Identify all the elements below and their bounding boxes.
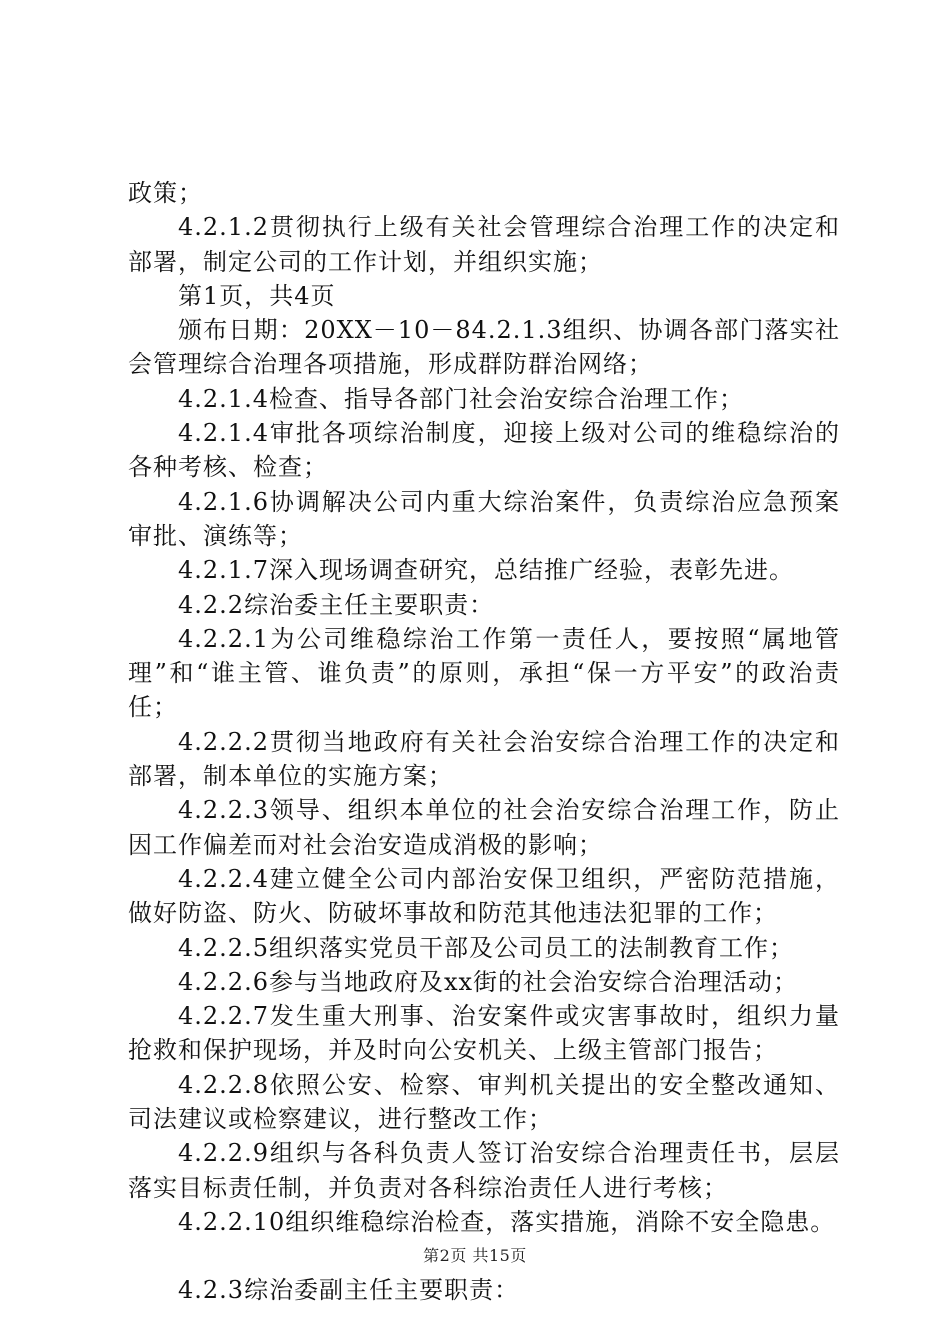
paragraph: 4.2.1.6协调解决公司内重大综治案件，负责综治应急预案审批、演练等； (128, 487, 840, 550)
paragraph: 4.2.2.3领导、组织本单位的社会治安综合治理工作，防止因工作偏差而对社会治安造成消极的影响； (128, 796, 840, 859)
paragraph: 4.2.1.7深入现场调查研究，总结推广经验，表彰先进。 (178, 556, 794, 585)
paragraph: 4.2.1.4审批各项综治制度，迎接上级对公司的维稳综治的各种考核、检查； (128, 419, 840, 482)
paragraph: 4.2.2.9组织与各科负责人签订治安综合治理责任书，层层落实目标责任制，并负责对各科综治责任人进行考核； (128, 1139, 840, 1202)
paragraph: 4.2.2综治委主任主要职责： (178, 590, 495, 619)
page-footer: 第2页 共15页 (423, 1246, 527, 1265)
paragraph: 4.2.2.1为公司维稳综治工作第一责任人，要按照“属地管理”和“谁主管、谁负责”的原则，承担“保一方平安”的政治责任； (128, 624, 840, 722)
paragraph: 4.2.2.2贯彻当地政府有关社会治安综合治理工作的决定和部署，制本单位的实施方案； (128, 727, 840, 791)
paragraph: 4.2.2.5组织落实党员干部及公司员工的法制教育工作； (178, 933, 794, 962)
paragraph: 第1页，共4页 (178, 281, 336, 310)
paragraph: 4.2.2.4建立健全公司内部治安保卫组织，严密防范措施，做好防盗、防火、防破坏事故和防范其他违法犯罪的工作； (128, 864, 840, 928)
paragraph: 颁布日期：20XX－10－84.2.1.3组织、协调各部门落实社会管理综合治理各项措施，形成群防群治网络； (128, 316, 840, 379)
paragraph: 4.2.2.10组织维稳综治检查，落实措施，消除不安全隐患。 (178, 1207, 836, 1236)
paragraph: 4.2.3综治委副主任主要职责： (178, 1276, 520, 1305)
paragraph: 4.2.1.4检查、指导各部门社会治安综合治理工作； (178, 384, 744, 413)
paragraph: 4.2.2.8依照公安、检察、审判机关提出的安全整改通知、司法建议或检察建议，进行整改工作； (128, 1070, 840, 1134)
paragraph: 政策； (128, 179, 203, 207)
paragraph: 4.2.2.7发生重大刑事、治安案件或灾害事故时，组织力量抢救和保护现场，并及时向公安机关、上级主管部门报告； (128, 1002, 840, 1065)
document-body (128, 176, 840, 1308)
paragraph: 4.2.1.2贯彻执行上级有关社会管理综合治理工作的决定和部署，制定公司的工作计划，并组织实施； (128, 213, 840, 276)
paragraph: 4.2.2.6参与当地政府及xx街的社会治安综合治理活动； (178, 967, 799, 996)
